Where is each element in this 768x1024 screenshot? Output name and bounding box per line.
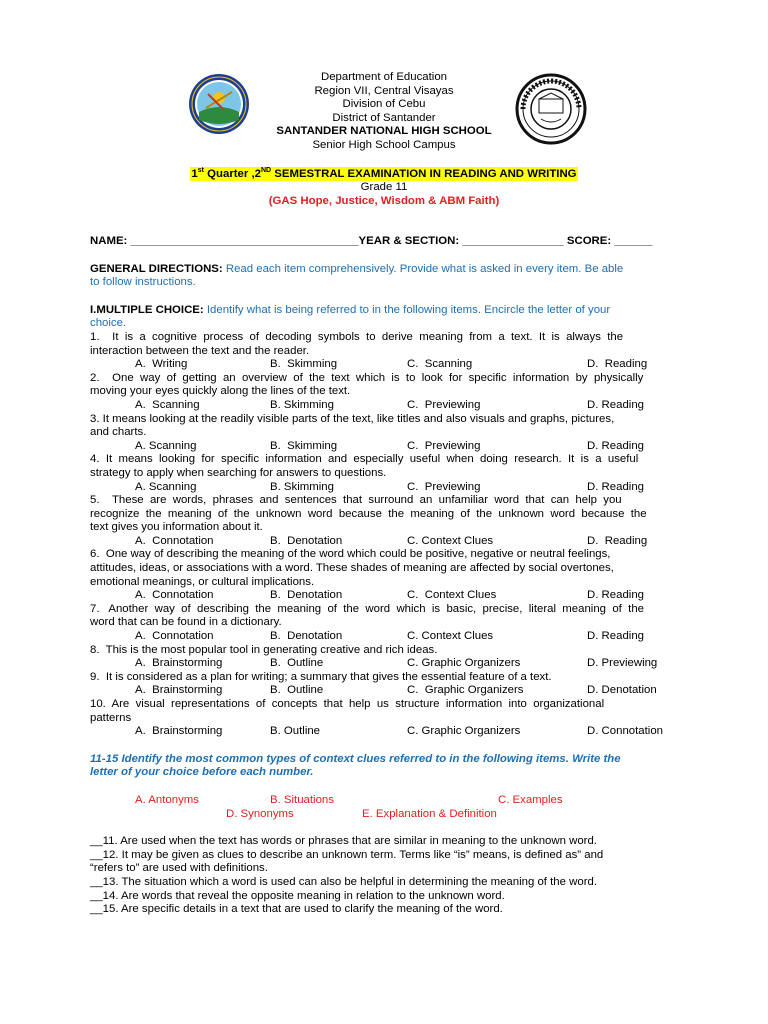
answer-option[interactable]: D. Previewing [587, 657, 658, 670]
choice-e: E. Explanation & Definition [362, 807, 497, 820]
answer-option[interactable]: A. Brainstorming [135, 725, 223, 738]
part2-directions-cont: letter of your choice before each number. [90, 766, 314, 779]
answer-option[interactable]: D. Reading [587, 439, 644, 452]
header-line-district: District of Santander [332, 111, 436, 124]
header-line-department: Department of Education [320, 71, 447, 83]
question-text: 7. Another way of describing the meaning of the word which is basic, precise, literal meaning of the [90, 602, 644, 615]
question-item [90, 331, 678, 372]
question-text: strategy to apply when searching for answers to questions. [90, 466, 387, 479]
answer-option[interactable]: C. Scanning [407, 358, 473, 371]
question-text: word that can be found in a dictionary. [90, 616, 282, 629]
answer-options [90, 358, 678, 372]
campus-name: Senior High School Campus [312, 138, 456, 151]
exam-title: 1st Quarter ,2ND SEMESTRAL EXAMINATION IN READING AND WRITING [191, 167, 577, 180]
choices-row-1 [90, 794, 678, 808]
answer-option[interactable]: A. Scanning [135, 439, 197, 452]
question-list [90, 331, 678, 739]
answer-option[interactable]: A. Scanning [135, 398, 200, 411]
question-text: emotional meanings, or cultural implications. [90, 575, 315, 588]
question-text: 2. One way of getting an overview of the text which is to look for specific information by physically [90, 371, 644, 384]
answer-option[interactable]: D. Reading [587, 398, 644, 411]
answer-option[interactable]: D. Reading [587, 630, 644, 643]
answer-option[interactable]: A. Connotation [135, 534, 214, 547]
exam-content [90, 235, 678, 917]
answer-option[interactable]: B. Denotation [270, 630, 343, 643]
answer-option[interactable]: B. Skimming [270, 480, 334, 493]
answer-option[interactable]: D. Denotation [587, 684, 657, 697]
question-text: 10. Are visual representations of concepts that help us structure information into organizational [90, 698, 605, 710]
question-item [90, 372, 678, 413]
question-text: text gives you information about it. [90, 521, 263, 534]
multiple-choice-directions-cont: choice. [90, 317, 127, 330]
answer-options [90, 440, 678, 454]
header-line-region: Region VII, Central Visayas [314, 84, 454, 97]
answer-option[interactable]: A. Scanning [135, 480, 197, 493]
answer-options [90, 630, 678, 644]
choice-c: C. Examples [498, 793, 563, 806]
general-directions-cont: to follow instructions. [90, 276, 196, 289]
answer-options [90, 684, 678, 698]
question-text: attitudes, ideas, or associations with a word. These shades of meaning are affected by social overtones, [90, 562, 614, 575]
answer-option[interactable]: B. Denotation [270, 589, 343, 602]
question-item [90, 603, 678, 644]
answer-option[interactable]: C. Previewing [407, 439, 481, 452]
question-text: recognize the meaning of the unknown word because the meaning of the unknown word because the [90, 507, 647, 520]
question-item [90, 453, 678, 494]
answer-option[interactable]: C. Graphic Organizers [407, 684, 524, 697]
item-15: __15. Are specific details in a text that are used to clarify the meaning of the word. [90, 903, 503, 916]
answer-option[interactable]: B. Skimming [270, 398, 334, 411]
part2-directions: 11-15 Identify the most common types of context clues referred to in the following items. Write the [90, 752, 621, 765]
question-text: 6. One way of describing the meaning of the word which could be positive, negative or neutral feelings, [90, 548, 611, 561]
answer-option[interactable]: B. Skimming [270, 358, 338, 371]
question-text: moving your eyes quickly along the lines of the text. [90, 385, 351, 398]
answer-option[interactable]: A. Connotation [135, 630, 214, 643]
item-14: __14. Are words that reveal the opposite meaning in relation to the unknown word. [90, 889, 505, 902]
question-text: 3. It means looking at the readily visible parts of the text, like titles and also visuals and graphs, pictures, [90, 412, 615, 425]
multiple-choice-directions: I.MULTIPLE CHOICE: Identify what is being referred to in the following items. Encircle the letter of your [90, 303, 611, 316]
answer-option[interactable]: D. Reading [587, 480, 644, 493]
answer-options [90, 589, 678, 603]
choice-d: D. Synonyms [226, 807, 294, 820]
answer-option[interactable]: B. Outline [270, 657, 324, 670]
answer-options [90, 535, 678, 549]
question-text: 5. These are words, phrases and sentences that surround an unfamiliar word that can help you [90, 494, 622, 507]
name-line: NAME: ____________________________________YEAR & SECTION: ________________ SCORE: ______ [90, 235, 653, 247]
choices-row-2 [90, 808, 678, 822]
strands-label: (GAS Hope, Justice, Wisdom & ABM Faith) [268, 194, 500, 207]
item-11: __11. Are used when the text has words or phrases that are similar in meaning to the unknown word. [90, 835, 597, 848]
question-item [90, 698, 678, 739]
question-item [90, 413, 678, 454]
answer-option[interactable]: D. Reading [587, 534, 648, 547]
question-text: 9. It is considered as a plan for writing; a summary that gives the essential feature of a text. [90, 670, 552, 683]
question-text: interaction between the text and the reader. [90, 344, 310, 357]
answer-option[interactable]: C. Previewing [407, 398, 481, 411]
question-text: and charts. [90, 426, 147, 439]
header-line-division: Division of Cebu [342, 98, 426, 111]
item-12-cont: “refers to” are used with definitions. [90, 862, 268, 875]
answer-option[interactable]: A. Connotation [135, 589, 214, 602]
item-13: __13. The situation which a word is used can also be helpful in determining the meaning of the word. [90, 875, 597, 888]
answer-option[interactable]: D. Reading [587, 358, 648, 371]
question-item [90, 671, 678, 698]
item-12: __12. It may be given as clues to describe an unknown term. Terms like “is” means, is defined as” and [90, 848, 604, 861]
answer-option[interactable]: B. Denotation [270, 534, 343, 547]
choice-a: A. Antonyms [135, 793, 199, 806]
exam-title-block [0, 167, 768, 208]
answer-option[interactable]: C. Previewing [407, 480, 481, 493]
answer-option[interactable]: A. Writing [135, 358, 188, 371]
answer-option[interactable]: C. Context Clues [407, 534, 494, 547]
answer-option[interactable]: C. Context Clues [407, 630, 494, 643]
answer-options [90, 481, 678, 495]
question-text: 1. It is a cognitive process of decoding symbols to derive meaning from a text. It is always the [90, 330, 624, 343]
question-text: 4. It means looking for specific information and especially useful when doing research. It is a useful [90, 453, 639, 466]
answer-option[interactable]: D. Connotation [587, 725, 663, 738]
school-header [0, 71, 768, 153]
question-item [90, 644, 678, 671]
answer-option[interactable]: B. Outline [270, 725, 321, 738]
answer-option[interactable]: C. Context Clues [407, 589, 497, 602]
question-text: 8. This is the most popular tool in generating creative and rich ideas. [90, 643, 438, 656]
general-directions: GENERAL DIRECTIONS: Read each item comprehensively. Provide what is asked in every item. Be able [90, 262, 624, 275]
answer-options [90, 657, 678, 671]
answer-option[interactable]: A. Brainstorming [135, 657, 223, 670]
answer-option[interactable]: B. Outline [270, 684, 324, 697]
school-name: SANTANDER NATIONAL HIGH SCHOOL [276, 125, 492, 138]
answer-option[interactable]: D. Reading [587, 589, 644, 602]
grade-label: Grade 11 [360, 181, 408, 193]
answer-option[interactable]: C. Graphic Organizers [407, 657, 521, 670]
answer-options [90, 725, 678, 739]
question-item [90, 494, 678, 548]
answer-option[interactable]: B. Skimming [270, 439, 338, 452]
choice-b: B. Situations [270, 793, 334, 806]
answer-options [90, 399, 678, 413]
answer-option[interactable]: A. Brainstorming [135, 684, 223, 697]
question-text: patterns [90, 711, 132, 724]
answer-option[interactable]: C. Graphic Organizers [407, 725, 521, 738]
question-item [90, 548, 678, 602]
